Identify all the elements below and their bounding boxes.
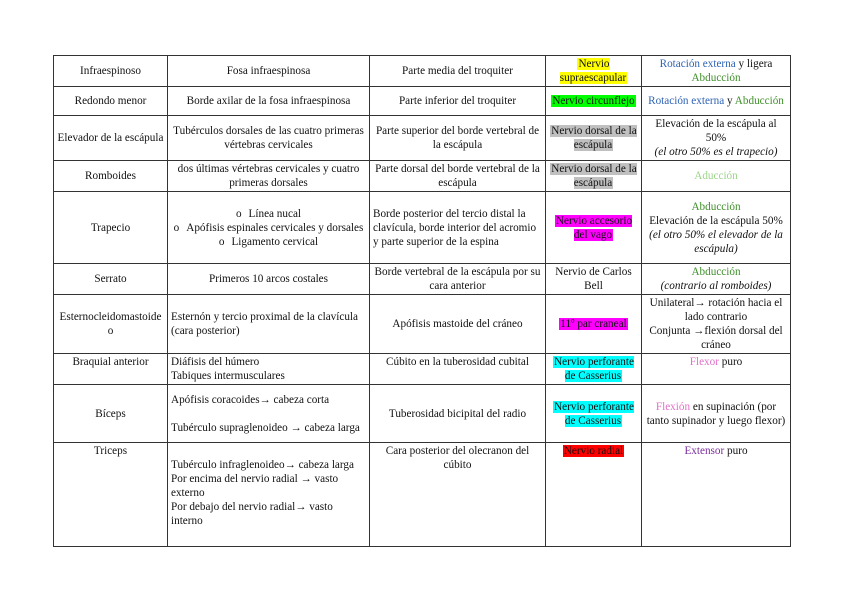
action-line: Abducción [691,266,741,278]
action-part: Rotación externa [659,58,736,70]
table-row [54,87,791,116]
table-row [54,295,791,354]
origin-cell [168,192,370,264]
origin-cell: Primeros 10 arcos costales [168,264,370,295]
table-row [54,385,791,443]
nerve-highlight: Nervio supraescapular [559,58,627,84]
action-part: Rotación externa [648,95,725,107]
action-note: (el otro 50% el elevador de la escápula) [649,228,783,255]
nerve-highlight: 11º par craneal [560,318,627,330]
nerve-cell [546,354,642,385]
action-line: Abducción [691,200,741,213]
action-rest: puro [724,445,748,457]
insertion-cell: Parte inferior del troquiter [370,87,546,116]
origin-cell: Fosa infraespinosa [168,56,370,87]
origin-cell: Tubérculos dorsales de las cuatro primeras vértebras cervicales [168,116,370,161]
muscle-name: Bíceps [54,385,168,443]
nerve-highlight: Nervio perforante de Casserius [554,400,634,427]
muscle-name: Infraespinoso [54,56,168,87]
origin-list [171,207,366,249]
nerve-highlight: Nervio circunflejo [552,95,635,107]
insertion-cell: Borde vertebral de la escápula por su cara anterior [370,264,546,295]
origin-cell [168,385,370,443]
action-colored: Flexión [655,400,691,413]
action-line: Unilateral→ rotación hacia el lado contrario [649,297,783,323]
action-cell [642,264,791,295]
muscle-name: Elevador de la escápula [54,116,168,161]
muscle-name: Triceps [54,443,168,547]
muscle-table [53,55,791,547]
nerve-highlight: Nervio dorsal de la escápula [551,125,637,151]
insertion-cell: Tuberosidad bicipital del radio [370,385,546,443]
action-note: (contrario al romboides) [660,280,772,292]
nerve-highlight: Nervio radial [563,445,624,457]
insertion-cell: Borde posterior del tercio distal la clavícula, borde interior del acromio y parte superior de la espina [370,192,546,264]
origin-cell: Borde axilar de la fosa infraespinosa [168,87,370,116]
action-colored: Extensor [684,445,725,457]
insertion-cell: Parte dorsal del borde vertebral de la escápula [370,161,546,192]
nerve-cell [546,192,642,264]
action-rest: puro [718,356,743,368]
muscle-name: Esternocleidomastoideo [54,295,168,354]
list-item: o Ligamento cervical [171,235,366,249]
nerve-cell [546,385,642,443]
origin-line: Tubérculo infraglenoideo→ cabeza larga [171,459,354,471]
origin-cell [168,354,370,385]
action-cell [642,116,791,161]
nerve-cell [546,443,642,547]
nerve-cell [546,116,642,161]
muscle-name: Serrato [54,264,168,295]
action-cell [642,385,791,443]
action-line: Conjunta →flexión dorsal del cráneo [649,325,783,351]
table-row [54,264,791,295]
list-item: o Línea nucal [171,207,366,221]
origin-line: Por debajo del nervio radial→ vasto interno [171,501,333,527]
action-line: Elevación de la escápula al 50% [655,118,777,144]
insertion-cell: Parte superior del borde vertebral de la escápula [370,116,546,161]
action-part: Abducción [691,72,741,84]
action-part: Abducción [734,95,784,107]
origin-line: Diáfisis del húmero [171,356,260,368]
table-row [54,192,791,264]
action-cell [642,56,791,87]
origin-line: Por encima del nervio radial → vasto externo [171,473,339,499]
table-row [54,354,791,385]
insertion-cell: Cúbito en la tuberosidad cubital [370,354,546,385]
nerve-cell: Nervio de Carlos Bell [546,264,642,295]
action-colored: Flexor [689,356,719,368]
action-line: Elevación de la escápula 50% [649,214,783,227]
origin-line: Apófisis coracoides→ cabeza corta [171,393,330,406]
action-cell [642,354,791,385]
origin-cell: Esternón y tercio proximal de la clavícula (cara posterior) [168,295,370,354]
muscle-name: Redondo menor [54,87,168,116]
action-cell [642,443,791,547]
insertion-cell: Cara posterior del olecranon del cúbito [370,443,546,547]
table-row [54,56,791,87]
nerve-cell [546,295,642,354]
action-part: y [724,95,735,107]
muscle-name: Romboides [54,161,168,192]
insertion-cell: Apófisis mastoide del cráneo [370,295,546,354]
nerve-cell [546,56,642,87]
action-rest: en supinación (por tanto supinador y luego flexor) [646,400,786,427]
origin-line: Tubérculo supraglenoideo → cabeza larga [171,421,360,434]
muscle-name: Trapecio [54,192,168,264]
nerve-highlight: Nervio accesorio del vago [555,214,633,241]
nerve-cell [546,87,642,116]
table-row [54,116,791,161]
action-cell [642,192,791,264]
nerve-highlight: Nervio dorsal de la escápula [551,163,637,189]
action-part: y ligera [735,58,773,70]
action-cell: Aducción [642,161,791,192]
origin-cell: dos últimas vértebras cervicales y cuatro primeras dorsales [168,161,370,192]
nerve-highlight: Nervio perforante de Casserius [554,356,634,382]
list-item: o Apófisis espinales cervicales y dorsales [171,221,366,235]
origin-cell [168,443,370,547]
origin-line: Tabiques intermusculares [171,370,285,382]
table-row [54,161,791,192]
muscle-name: Braquial anterior [54,354,168,385]
action-note: (el otro 50% es el trapecio) [654,146,778,158]
insertion-cell: Parte media del troquiter [370,56,546,87]
action-cell [642,295,791,354]
action-cell [642,87,791,116]
table-row [54,443,791,547]
nerve-cell [546,161,642,192]
